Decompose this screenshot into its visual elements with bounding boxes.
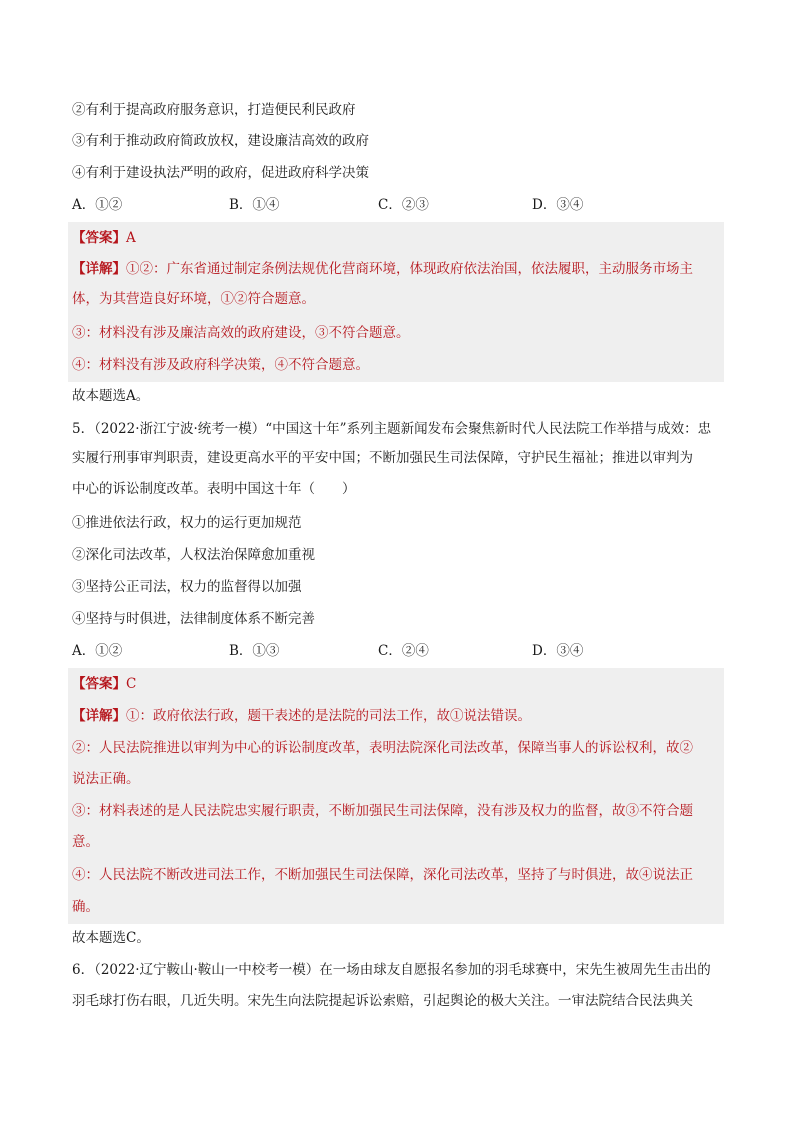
q5-answer-value: C: [126, 676, 137, 692]
q5-option-d: D．③④: [532, 643, 584, 659]
q4-option-a: A．①②: [72, 197, 123, 213]
q5-stem-line-3: 中心的诉讼制度改革。表明中国这十年（ ）: [72, 481, 356, 497]
q5-answer-line: [72, 674, 720, 694]
detail-tag: 【详解】: [72, 261, 126, 277]
detail-tag: 【详解】: [72, 708, 126, 724]
q4-conclusion: 故本题选A。: [72, 388, 150, 404]
q4-answer-value: A: [126, 230, 136, 246]
q4-option-d: D．③④: [532, 197, 584, 213]
q5-detail-1: ①：政府依法行政，题干表述的是法院的司法工作，故①说法错误。: [126, 708, 531, 724]
q4-detail-3: ④：材料没有涉及政府科学决策，④不符合题意。: [72, 357, 369, 373]
q4-detail-2: ③：材料没有涉及廉洁高效的政府建设，③不符合题意。: [72, 325, 410, 341]
q6-stem-line-2: 羽毛球打伤右眼，几近失明。宋先生向法院提起诉讼索赔，引起舆论的极大关注。一审法院结合民法典关: [72, 993, 693, 1009]
q5-statement-1: ①推进依法行政，权力的运行更加规范: [72, 515, 302, 531]
q4-option-c: C．②③: [378, 197, 429, 213]
q5-option-a: A．①②: [72, 643, 123, 659]
q4-options: [72, 195, 724, 215]
q5-detail-4b: 确。: [72, 899, 99, 915]
q4-statement-3: ③有利于推动政府简政放权，建设廉洁高效的政府: [72, 133, 369, 149]
q5-detail-4a: ④：人民法院不断改进司法工作，不断加强民生司法保障，深化司法改革，坚持了与时俱进，故④说法正: [72, 867, 693, 883]
q5-stem-line-2: 实履行刑事审判职责，建设更高水平的平安中国；不断加强民生司法保障，守护民生福祉；推进以审判为: [72, 450, 693, 466]
q4-option-b: B．①④: [229, 197, 280, 213]
q4-statement-4: ④有利于建设执法严明的政府，促进政府科学决策: [72, 165, 369, 181]
q4-answer-line: [72, 228, 720, 248]
q5-option-c: C．②④: [378, 643, 429, 659]
q5-option-b: B．①③: [229, 643, 280, 659]
q5-statement-4: ④坚持与时俱进，法律制度体系不断完善: [72, 611, 315, 627]
q4-detail-1a: ①②：广东省通过制定条例法规优化营商环境，体现政府依法治国，依法履职，主动服务市场主: [126, 261, 693, 277]
q5-stem-line-1: 5．（2022·浙江宁波·统考一模）“中国这十年”系列主题新闻发布会聚焦新时代人民法院工作举措与成效：忠: [72, 421, 712, 437]
q5-detail-3a: ③：材料表述的是人民法院忠实履行职责，不断加强民生司法保障，没有涉及权力的监督，故③不符合题: [72, 803, 693, 819]
q5-statement-3: ③坚持公正司法，权力的监督得以加强: [72, 579, 302, 595]
q5-conclusion: 故本题选C。: [72, 930, 150, 946]
q5-statement-2: ②深化司法改革，人权法治保障愈加重视: [72, 547, 315, 563]
q4-detail-line-1: [72, 259, 720, 279]
q5-detail-line-1: [72, 706, 720, 726]
q4-answer-panel: [68, 222, 724, 382]
q5-detail-2a: ②：人民法院推进以审判为中心的诉讼制度改革，表明法院深化司法改革，保障当事人的诉讼权利，故②: [72, 740, 693, 756]
answer-tag: 【答案】: [72, 230, 126, 246]
q5-detail-3b: 意。: [72, 834, 99, 850]
q5-detail-2b: 说法正确。: [72, 771, 140, 787]
q5-options: [72, 641, 724, 661]
q4-detail-1b: 体，为其营造良好环境，①②符合题意。: [72, 291, 315, 307]
q4-statement-2: ②有利于提高政府服务意识，打造便民利民政府: [72, 102, 356, 118]
answer-tag: 【答案】: [72, 676, 126, 692]
q6-stem-line-1: 6．（2022·辽宁鞍山·鞍山一中校考一模）在一场由球友自愿报名参加的羽毛球赛中，宋先生被周先生击出的: [72, 962, 711, 978]
q5-answer-panel: [68, 668, 724, 924]
